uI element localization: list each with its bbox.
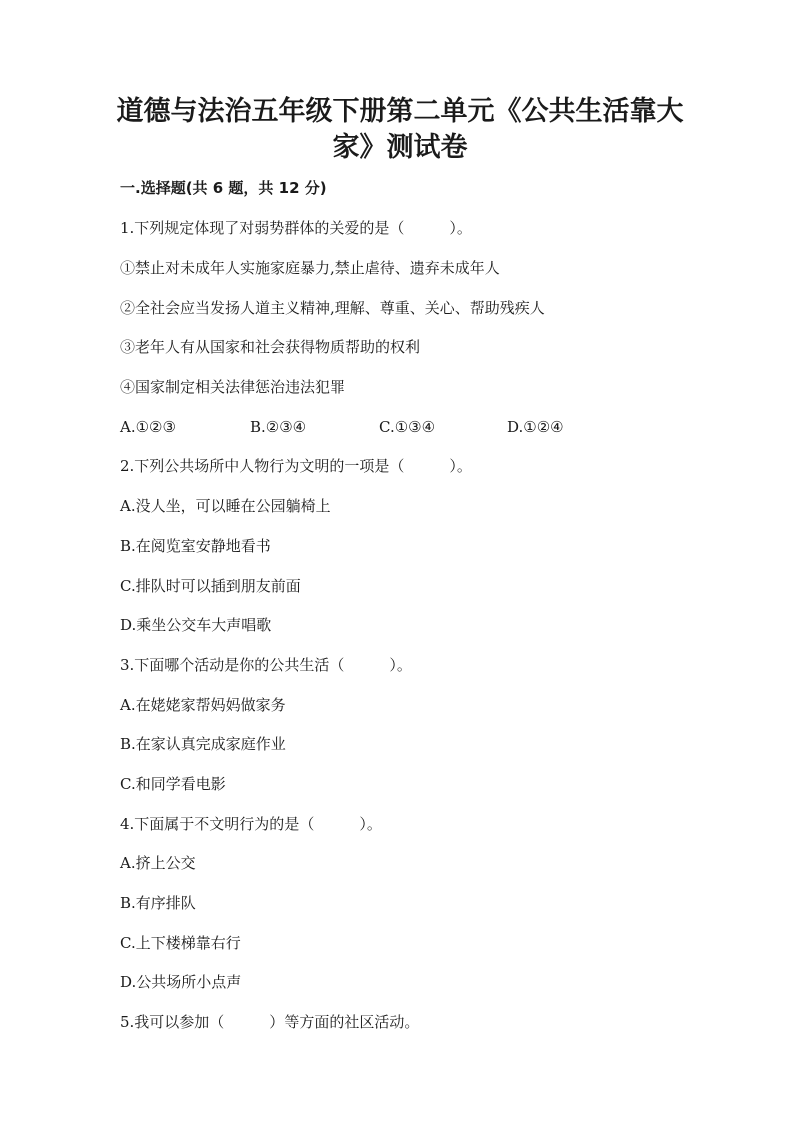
question-3-stem: 3.下面哪个活动是你的公共生活（ ）。 [120,656,412,674]
question-2-stem: 2.下列公共场所中人物行为文明的一项是（ ）。 [120,457,472,475]
title-line-2: 家》测试卷 [332,132,468,163]
question-1-item-2: ②全社会应当发扬人道主义精神,理解、尊重、关心、帮助残疾人 [120,299,545,317]
question-4-option-a: A.挤上公交 [120,854,196,872]
question-1-option-b: B.②③④ [250,418,307,436]
question-1-option-c: C.①③④ [379,418,436,436]
question-4-stem: 4.下面属于不文明行为的是（ ）。 [120,815,382,833]
question-1-item-3: ③老年人有从国家和社会获得物质帮助的权利 [120,338,421,356]
question-1-item-1: ①禁止对未成年人实施家庭暴力,禁止虐待、遗弃未成年人 [120,259,500,277]
question-1-stem: 1.下列规定体现了对弱势群体的关爱的是（ ）。 [120,219,472,237]
question-3-option-a: A.在姥姥家帮妈妈做家务 [120,696,286,714]
question-4-option-b: B.有序排队 [120,894,196,912]
question-4-option-c: C.上下楼梯靠右行 [120,934,241,952]
title-line-1: 道德与法治五年级下册第二单元《公共生活靠大 [116,96,684,127]
section-heading: 一.选择题(共 6 题，共 12 分) [120,179,327,197]
question-1-option-d: D.①②④ [507,418,564,436]
question-1-option-a: A.①②③ [120,418,176,436]
question-4-option-d: D.公共场所小点声 [120,973,242,991]
question-2-option-a: A.没人坐，可以睡在公园躺椅上 [120,497,331,515]
question-2-option-b: B.在阅览室安静地看书 [120,537,271,555]
question-1-item-4: ④国家制定相关法律惩治违法犯罪 [120,378,346,396]
page-title [100,94,700,166]
question-5-stem: 5.我可以参加（ ）等方面的社区活动。 [120,1013,420,1031]
question-2-option-c: C.排队时可以插到朋友前面 [120,577,301,595]
question-2-option-d: D.乘坐公交车大声唱歌 [120,616,272,634]
question-3-option-b: B.在家认真完成家庭作业 [120,735,286,753]
question-3-option-c: C.和同学看电影 [120,775,226,793]
